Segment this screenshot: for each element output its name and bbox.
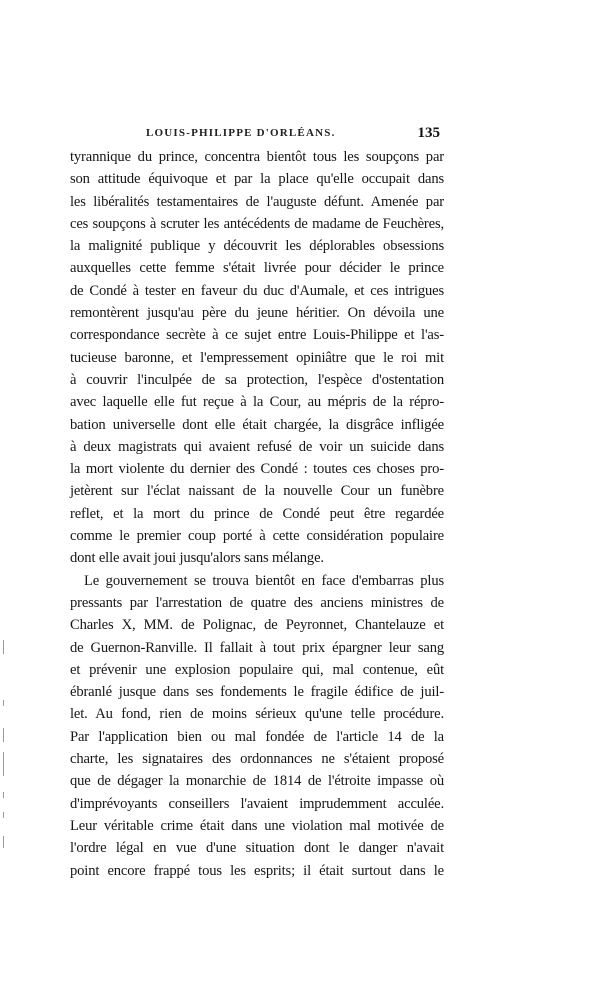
text-line: point encore frappé tous les esprits; il était surtout dans le	[70, 862, 444, 879]
text-line: charte, les signataires des ordonnances ne s'étaient proposé	[70, 751, 444, 768]
scan-mark	[3, 792, 4, 798]
text-line: Par l'application bien ou mal fondée de l'article 14 de la	[70, 728, 444, 745]
scan-mark	[3, 640, 4, 654]
scan-mark	[3, 700, 4, 706]
scan-mark	[3, 836, 4, 848]
text-line-paragraph-start: Le gouvernement se trouva bientôt en face d'embarras plus	[84, 572, 444, 589]
text-line: correspondance secrète à ce sujet entre Louis-Philippe et l'as-	[70, 327, 444, 344]
text-line: ces soupçons à scruter les antécédents de madame de Feuchères,	[70, 215, 444, 232]
text-line: pressants par l'arrestation de quatre des anciens ministres de	[70, 594, 444, 611]
text-line-paragraph-end: dont elle avait joui jusqu'alors sans mélange.	[70, 550, 324, 567]
text-line: remontèrent jusqu'au père du jeune héritier. On dévoila une	[70, 305, 444, 322]
text-line: l'ordre légal en vue d'une situation dont le danger n'avait	[70, 840, 444, 857]
text-line: tucieuse baronne, et l'empressement opiniâtre que le roi mit	[70, 349, 444, 366]
text-line: let. Au fond, rien de moins sérieux qu'une telle procédure.	[70, 706, 444, 723]
text-line: la malignité publique y découvrit les déplorables obsessions	[70, 238, 444, 255]
running-head	[70, 125, 442, 145]
text-line: son attitude équivoque et par la place qu'elle occupait dans	[70, 171, 444, 188]
text-line: comme le premier coup porté à cette considération populaire	[70, 528, 444, 545]
text-line: reflet, et la mort du prince de Condé peut être regardée	[70, 505, 444, 522]
text-line: avec laquelle elle fut reçue à la Cour, au mépris de la répro-	[70, 394, 444, 411]
text-line: de Guernon-Ranville. Il fallait à tout prix épargner leur sang	[70, 639, 444, 656]
text-line: et prévenir une explosion populaire qui, mal contenue, eût	[70, 661, 444, 678]
page-number: 135	[417, 125, 440, 141]
text-line: d'imprévoyants conseillers l'avaient imprudemment acculée.	[70, 795, 444, 812]
text-line: les libéralités testamentaires de l'auguste défunt. Amenée par	[70, 193, 444, 210]
text-line: ébranlé jusque dans ses fondements le fragile édifice de juil-	[70, 684, 444, 701]
scan-mark	[3, 812, 4, 818]
text-line: jetèrent sur l'éclat naissant de la nouvelle Cour un funèbre	[70, 483, 444, 500]
text-line: bation universelle dont elle était chargée, la disgrâce infligée	[70, 416, 444, 433]
text-line: Leur véritable crime était dans une violation mal motivée de	[70, 817, 444, 834]
scan-mark	[3, 752, 4, 776]
text-line: à couvrir l'inculpée de sa protection, l'espèce d'ostentation	[70, 371, 444, 388]
text-line: de Condé à tester en faveur du duc d'Aumale, et ces intrigues	[70, 282, 444, 299]
text-line: la mort violente du dernier des Condé : toutes ces choses pro-	[70, 461, 444, 478]
scan-margin-marks	[0, 0, 10, 997]
text-line: Charles X, MM. de Polignac, de Peyronnet, Chantelauze et	[70, 617, 444, 634]
text-line: tyrannique du prince, concentra bientôt tous les soupçons par	[70, 149, 444, 165]
text-line: que de dégager la monarchie de 1814 de l'étroite impasse où	[70, 773, 444, 790]
running-title: LOUIS-PHILIPPE D'ORLÉANS.	[146, 127, 336, 139]
text-line: auxquelles cette femme s'était livrée pour décider le prince	[70, 260, 444, 277]
body-text	[70, 146, 444, 882]
scan-mark	[3, 728, 4, 742]
text-line: à deux magistrats qui avaient refusé de voir un suicide dans	[70, 438, 444, 455]
